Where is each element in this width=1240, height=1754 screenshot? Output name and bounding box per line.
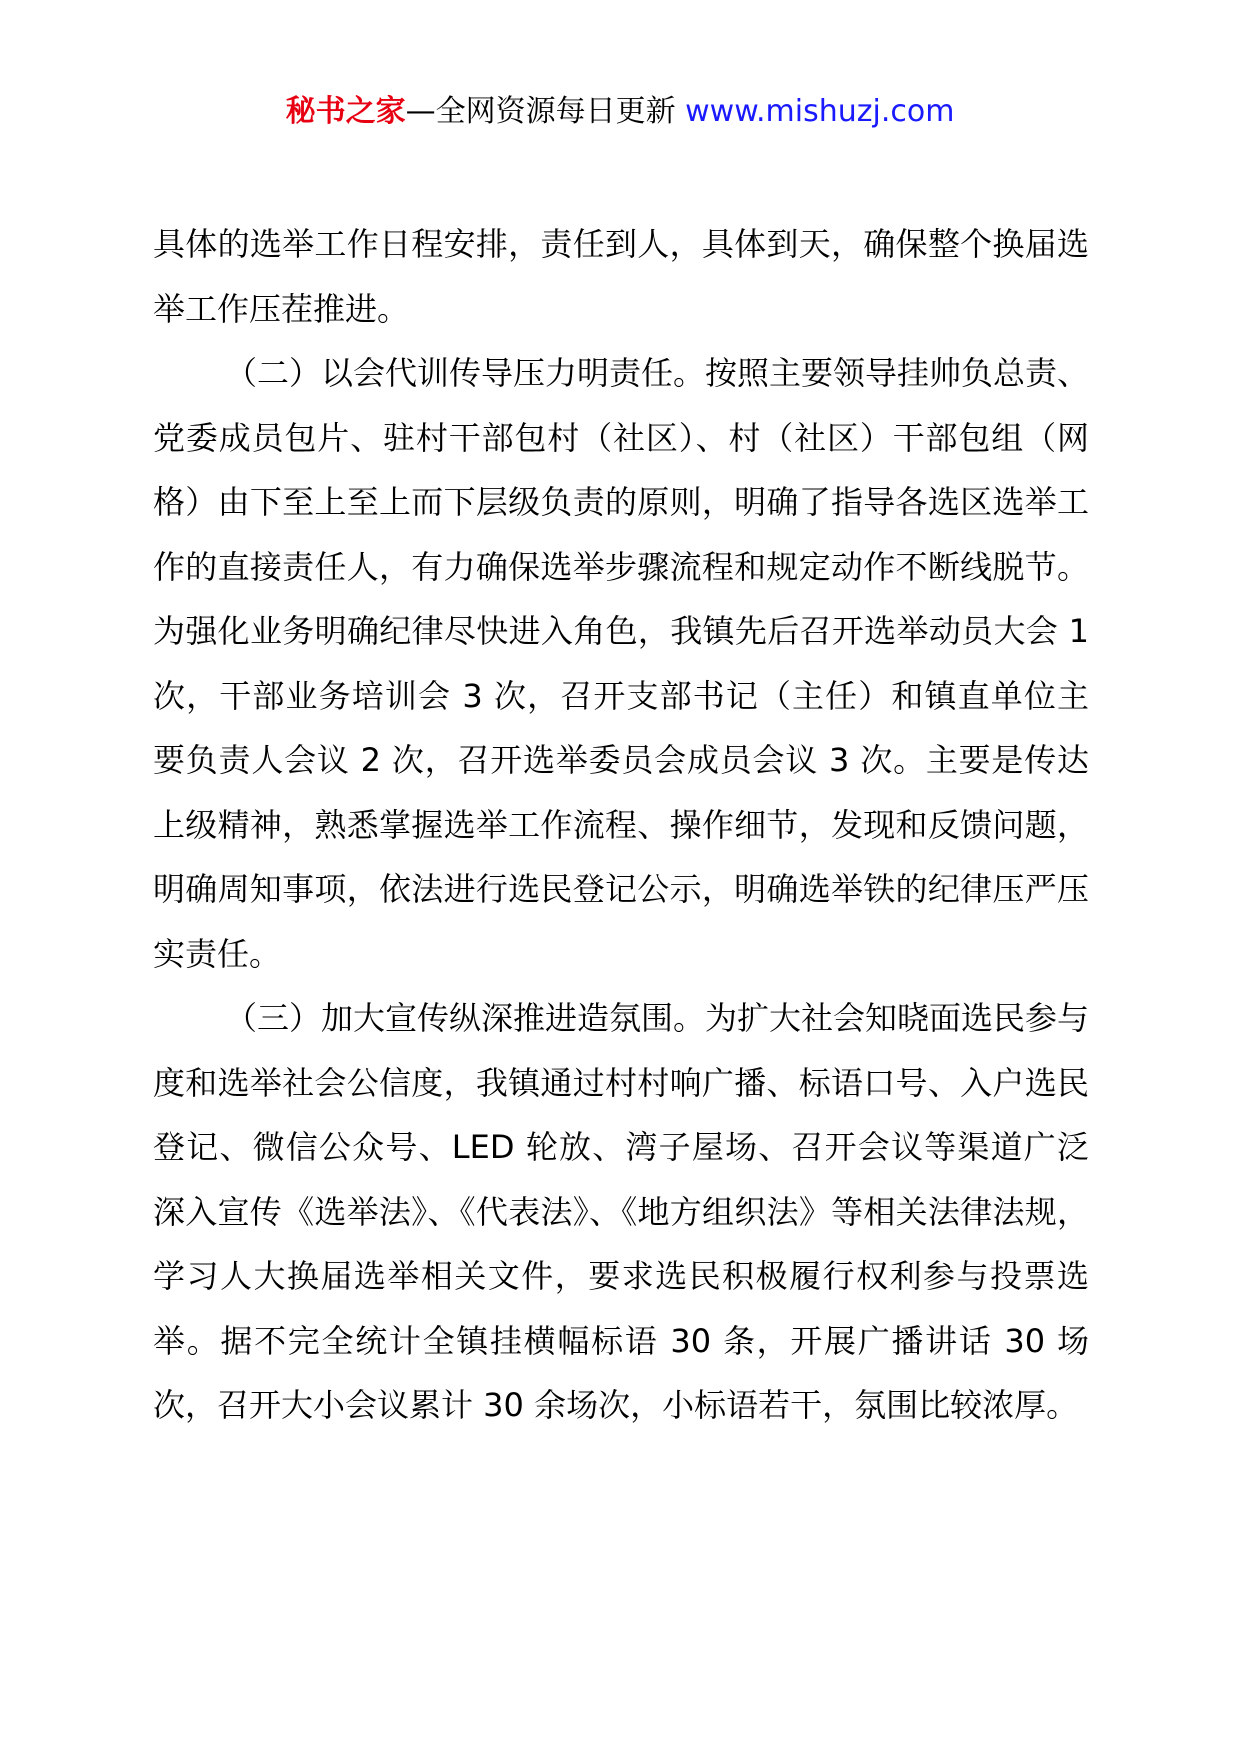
header-slogan: —全网资源每日更新 bbox=[405, 94, 686, 129]
paragraph-section-3: （三）加大宣传纵深推进造氛围。为扩大社会知晓面选民参与度和选举社会公信度，我镇通过村村响广播、标语口号、入户选民登记、微信公众号、LED 轮放、湾子屋场、召开会议等渠道广泛深入宣传《选举法》、《代表法》、《地方组织法》等相关法律法规，学习人大换届选举相关文件，要求选民积极履行权利参与投票选举。据不完全统计全镇挂横幅标语 30 条，开展广播讲话 30 场次，召开大小会议累计 30 余场次，小标语若干，氛围比较浓厚。 bbox=[153, 999, 1090, 1424]
brand-name: 秘书之家 bbox=[285, 94, 406, 129]
website-link[interactable]: www.mishuzj.com bbox=[685, 94, 955, 129]
paragraph-continuation: 具体的选举工作日程安排，责任到人，具体到天，确保整个换届选举工作压茬推进。 bbox=[153, 225, 1089, 328]
page-header bbox=[0, 92, 1240, 132]
document-body bbox=[153, 212, 1089, 1438]
paragraph-section-2: （二）以会代训传导压力明责任。按照主要领导挂帅负总责、党委成员包片、驻村干部包村（社区）、村（社区）干部包组（网格）由下至上至上而下层级负责的原则，明确了指导各选区选举工作的直接责任人，有力确保选举步骤流程和规定动作不断线脱节。为强化业务明确纪律尽快进入角色，我镇先后召开选举动员大会 1 次，干部业务培训会 3 次，召开支部书记（主任）和镇直单位主要负责人会议 2 次，召开选举委员会成员会议 3 次。主要是传达上级精神，熟悉掌握选举工作流程、操作细节，发现和反馈问题，明确周知事项，依法进行选民登记公示，明确选举铁的纪律压严压实责任。 bbox=[153, 354, 1090, 973]
